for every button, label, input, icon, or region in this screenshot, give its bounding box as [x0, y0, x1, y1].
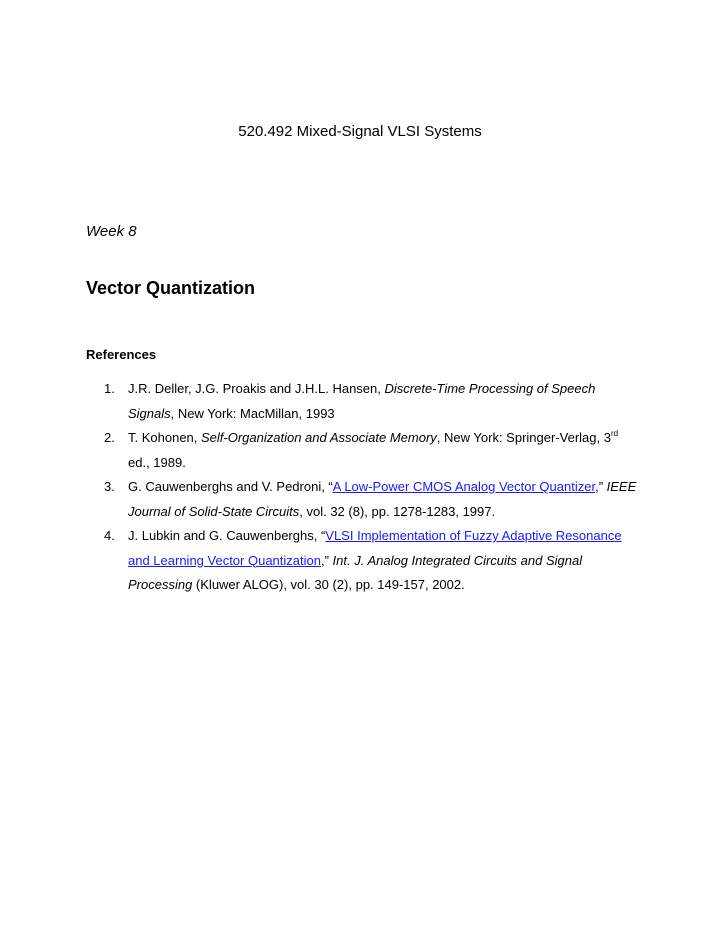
reference-separator: ,”	[320, 552, 333, 568]
reference-paper-link[interactable]: A Low-Power CMOS Analog Vector Quantizer	[332, 479, 596, 494]
reference-separator: ,”	[595, 479, 607, 494]
reference-paper-link[interactable]: VLSI Implementation of Fuzzy Adaptive Resonance and Learning Vector Quantization	[128, 528, 622, 568]
reference-number: 1.	[104, 381, 115, 396]
reference-journal: Int. J. Analog Integrated Circuits and Signal Processing	[128, 552, 583, 592]
reference-publication-info: , New York: MacMillan, 1993	[170, 405, 335, 421]
reference-superscript: rd	[610, 429, 619, 438]
reference-item-3	[0, 475, 720, 524]
reference-publication-info: , vol. 32 (8), pp. 1278-1283, 1997.	[299, 503, 496, 519]
reference-edition-info: ed., 1989.	[128, 454, 186, 470]
reference-book-title: Discrete-Time Processing of Speech Signals	[128, 381, 596, 421]
reference-number: 2.	[104, 430, 115, 445]
reference-list	[0, 377, 720, 598]
reference-authors: T. Kohonen,	[128, 430, 201, 445]
week-label: Week 8	[86, 223, 137, 240]
reference-publication-info: (Kluwer ALOG), vol. 30 (2), pp. 149-157, 2002.	[192, 577, 465, 592]
reference-number: 3.	[104, 479, 115, 494]
references-heading: References	[86, 347, 157, 362]
reference-authors: J. Lubkin and G. Cauwenberghs, “	[128, 528, 326, 543]
reference-book-title: Self-Organization and Associate Memory	[201, 430, 437, 445]
topic-title: Vector Quantization	[86, 278, 256, 298]
reference-item-4	[0, 524, 720, 598]
course-title: 520.492 Mixed-Signal VLSI Systems	[238, 123, 482, 140]
reference-text	[128, 524, 640, 598]
reference-text	[128, 377, 640, 426]
reference-item-2	[0, 426, 720, 475]
reference-text	[128, 475, 640, 524]
reference-publication-info: , New York: Springer-Verlag, 3	[436, 430, 611, 445]
reference-item-1	[0, 377, 720, 426]
reference-authors: J.R. Deller, J.G. Proakis and J.H.L. Hansen,	[128, 381, 385, 396]
reference-text	[128, 426, 640, 475]
reference-authors: G. Cauwenberghs and V. Pedroni, “	[128, 479, 333, 494]
reference-journal: IEEE Journal of Solid-State Circuits	[128, 479, 637, 519]
reference-number: 4.	[104, 528, 115, 543]
